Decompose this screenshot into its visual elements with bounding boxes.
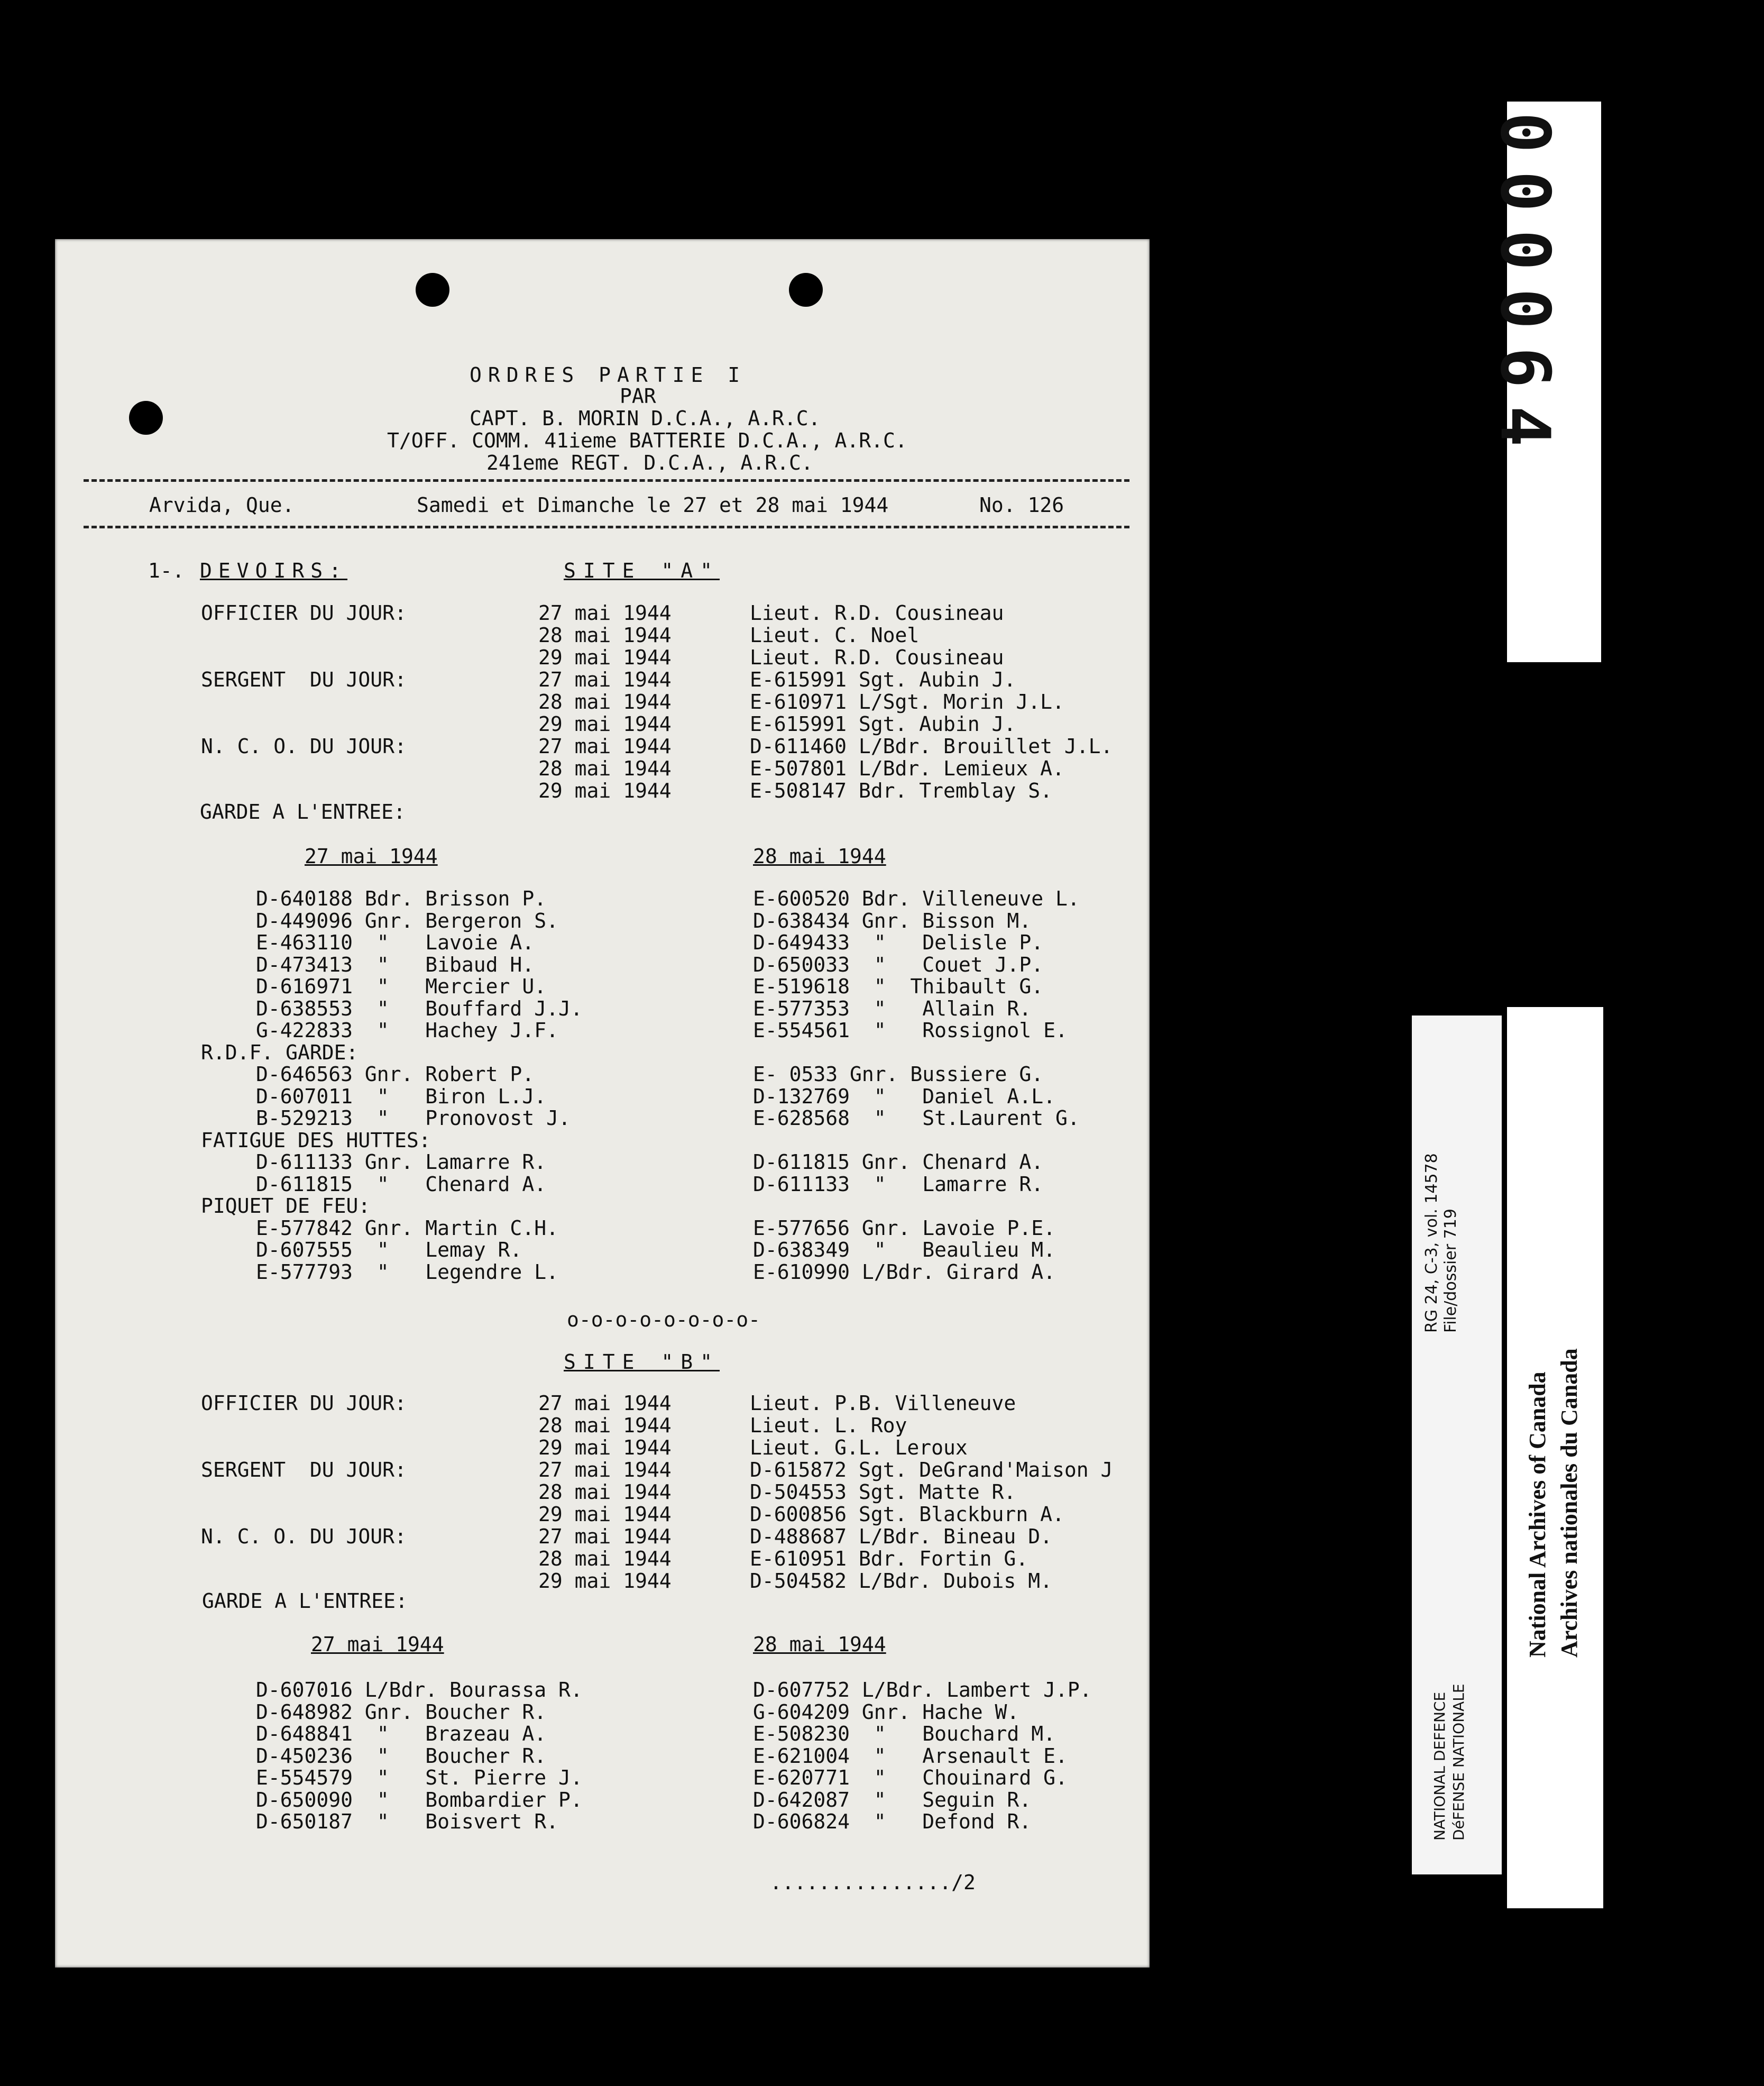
- roster-entry-right: D-649433 " Delisle P.: [753, 931, 1044, 954]
- duty-date: 27 mai 1944: [538, 1392, 672, 1415]
- duty-assignee: Lieut. G.L. Leroux: [750, 1436, 968, 1459]
- roster-entry-right: D-638349 " Beaulieu M.: [753, 1238, 1055, 1261]
- header-line-1: CAPT. B. MORIN D.C.A., A.R.C.: [470, 407, 821, 430]
- roster-entry-left: D-607555 " Lemay R.: [256, 1238, 522, 1261]
- archives-fr: Archives nationales du Canada: [1556, 1348, 1582, 1658]
- roster-entry-right: E- 0533 Gnr. Bussiere G.: [753, 1063, 1044, 1086]
- defence-en: NATIONAL DEFENCE: [1431, 1691, 1448, 1841]
- roster-entry-left: D-640188 Bdr. Brisson P.: [256, 887, 547, 910]
- roster-entry-right: D-607752 L/Bdr. Lambert J.P.: [753, 1678, 1092, 1701]
- roster-entry-left: D-616971 " Mercier U.: [256, 975, 547, 998]
- defence-label: [1412, 1015, 1502, 1874]
- duty-assignee: D-611460 L/Bdr. Brouillet J.L.: [750, 735, 1113, 758]
- roster-entry-right: D-611133 " Lamarre R.: [753, 1172, 1044, 1196]
- place: Arvida, Que.: [149, 493, 295, 517]
- roster-entry-right: G-604209 Gnr. Hache W.: [753, 1700, 1019, 1724]
- duty-assignee: E-507801 L/Bdr. Lemieux A.: [750, 757, 1064, 780]
- order-date: Samedi et Dimanche le 27 et 28 mai 1944: [417, 493, 889, 517]
- roster-entry-right: E-600520 Bdr. Villeneuve L.: [753, 887, 1080, 910]
- roster-entry-left: D-607016 L/Bdr. Bourassa R.: [256, 1678, 583, 1701]
- site-a-garde-label: GARDE A L'ENTREE:: [200, 800, 406, 824]
- roster-entry-right: D-132769 " Daniel A.L.: [753, 1084, 1055, 1108]
- punch-hole: [416, 273, 449, 307]
- punch-hole: [789, 273, 823, 307]
- duty-date: 27 mai 1944: [538, 601, 672, 625]
- duty-date: 27 mai 1944: [538, 735, 672, 758]
- duty-assignee: D-504582 L/Bdr. Dubois M.: [750, 1569, 1052, 1593]
- separator: o-o-o-o-o-o-o-o-: [567, 1308, 761, 1331]
- site-a-col2-date: 28 mai 1944: [753, 845, 886, 868]
- duty-date: 28 mai 1944: [538, 1480, 672, 1504]
- duty-date: 28 mai 1944: [538, 1547, 672, 1570]
- site-b-garde-label: GARDE A L'ENTREE:: [202, 1589, 408, 1613]
- roster-entry-right: E-577353 " Allain R.: [753, 996, 1032, 1020]
- duty-date: 29 mai 1944: [538, 1436, 672, 1459]
- duty-assignee: E-615991 Sgt. Aubin J.: [750, 712, 1016, 736]
- section-number: 1-.: [148, 559, 185, 582]
- roster-entry-left: D-650090 " Bombardier P.: [256, 1788, 583, 1811]
- roster-entry-left: D-611133 Gnr. Lamarre R.: [256, 1150, 547, 1174]
- duty-date: 28 mai 1944: [538, 624, 672, 647]
- duty-assignee: Lieut. C. Noel: [750, 624, 920, 647]
- duty-date: 29 mai 1944: [538, 779, 672, 802]
- duty-date: 28 mai 1944: [538, 1414, 672, 1437]
- roster-entry-right: E-577656 Gnr. Lavoie P.E.: [753, 1216, 1055, 1240]
- duty-assignee: Lieut. R.D. Cousineau: [750, 646, 1004, 669]
- roster-entry-left: D-646563 Gnr. Robert P.: [256, 1063, 535, 1086]
- duty-date: 29 mai 1944: [538, 646, 672, 669]
- punch-hole: [129, 401, 163, 435]
- roster-entry-left: E-554579 " St. Pierre J.: [256, 1766, 583, 1789]
- archive-stamp-number: 000064: [1507, 102, 1601, 662]
- roster-entry-right: E-628568 " St.Laurent G.: [753, 1106, 1080, 1130]
- roster-entry-left: D-449096 Gnr. Bergeron S.: [256, 909, 558, 932]
- roster-entry-right: E-621004 " Arsenault E.: [753, 1744, 1068, 1768]
- roster-entry-left: E-463110 " Lavoie A.: [256, 931, 535, 954]
- archives-en: National Archives of Canada: [1524, 1371, 1550, 1658]
- site-b-col2-date: 28 mai 1944: [753, 1633, 886, 1656]
- roster-entry-right: D-606824 " Defond R.: [753, 1810, 1032, 1833]
- duty-assignee: D-488687 L/Bdr. Bineau D.: [750, 1525, 1052, 1548]
- duty-date: 28 mai 1944: [538, 757, 672, 780]
- roster-entry-left: B-529213 " Pronovost J.: [256, 1106, 571, 1130]
- duty-assignee: D-504553 Sgt. Matte R.: [750, 1480, 1016, 1504]
- roster-entry-left: G-422833 " Hachey J.F.: [256, 1019, 558, 1042]
- roster-entry-left: E-577842 Gnr. Martin C.H.: [256, 1216, 558, 1240]
- order-number: No. 126: [979, 493, 1064, 517]
- divider: [84, 479, 1129, 482]
- roster-entry-right: D-642087 " Seguin R.: [753, 1788, 1032, 1811]
- roster-subheading: PIQUET DE FEU:: [201, 1194, 371, 1218]
- duty-assignee: E-610971 L/Sgt. Morin J.L.: [750, 690, 1064, 713]
- archives-label: [1507, 1007, 1603, 1908]
- roster-entry-left: D-611815 " Chenard A.: [256, 1172, 547, 1196]
- duty-role: SERGENT DU JOUR:: [201, 1458, 407, 1481]
- roster-entry-right: E-508230 " Bouchard M.: [753, 1722, 1055, 1745]
- site-b-col1-date: 27 mai 1944: [311, 1633, 444, 1656]
- roster-entry-right: E-519618 " Thibault G.: [753, 975, 1044, 998]
- roster-entry-left: D-473413 " Bibaud H.: [256, 953, 535, 976]
- duty-assignee: D-615872 Sgt. DeGrand'Maison J: [750, 1458, 1113, 1481]
- duty-assignee: Lieut. R.D. Cousineau: [750, 601, 1004, 625]
- roster-entry-right: E-620771 " Chouinard G.: [753, 1766, 1068, 1789]
- roster-entry-left: D-648982 Gnr. Boucher R.: [256, 1700, 547, 1724]
- duty-date: 27 mai 1944: [538, 1458, 672, 1481]
- duty-assignee: E-610951 Bdr. Fortin G.: [750, 1547, 1028, 1570]
- duty-assignee: E-508147 Bdr. Tremblay S.: [750, 779, 1052, 802]
- duty-role: N. C. O. DU JOUR:: [201, 1525, 407, 1548]
- site-a-col1-date: 27 mai 1944: [305, 845, 438, 868]
- header-line-2: T/OFF. COMM. 41ieme BATTERIE D.C.A., A.R.C.: [387, 429, 907, 452]
- duty-date: 29 mai 1944: [538, 1503, 672, 1526]
- header-par: PAR: [620, 385, 656, 408]
- roster-entry-right: D-650033 " Couet J.P.: [753, 953, 1044, 976]
- roster-entry-right: E-610990 L/Bdr. Girard A.: [753, 1260, 1055, 1284]
- duty-assignee: Lieut. P.B. Villeneuve: [750, 1392, 1016, 1415]
- duty-date: 29 mai 1944: [538, 1569, 672, 1593]
- duty-date: 28 mai 1944: [538, 690, 672, 713]
- document-title: ORDRES PARTIE I: [470, 363, 747, 387]
- duty-assignee: E-615991 Sgt. Aubin J.: [750, 668, 1016, 691]
- site-b-heading: SITE "B": [564, 1350, 720, 1374]
- duty-role: OFFICIER DU JOUR:: [201, 1392, 407, 1415]
- continued-marker: .............../2: [770, 1871, 976, 1894]
- divider: [84, 526, 1129, 528]
- roster-entry-right: D-611815 Gnr. Chenard A.: [753, 1150, 1044, 1174]
- duty-role: N. C. O. DU JOUR:: [201, 735, 407, 758]
- roster-entry-right: E-554561 " Rossignol E.: [753, 1019, 1068, 1042]
- reference-line-1: RG 24, C-3, vol. 14578: [1422, 1153, 1441, 1333]
- duty-assignee: D-600856 Sgt. Blackburn A.: [750, 1503, 1064, 1526]
- duty-role: OFFICIER DU JOUR:: [201, 601, 407, 625]
- defence-fr: DéFENSE NATIONALE: [1450, 1684, 1467, 1841]
- roster-entry-left: D-648841 " Brazeau A.: [256, 1722, 547, 1745]
- roster-subheading: R.D.F. GARDE:: [201, 1040, 359, 1064]
- roster-entry-left: E-577793 " Legendre L.: [256, 1260, 558, 1284]
- section-label: DEVOIRS:: [200, 559, 348, 582]
- duty-role: SERGENT DU JOUR:: [201, 668, 407, 691]
- site-a-heading: SITE "A": [564, 559, 720, 582]
- duty-date: 27 mai 1944: [538, 668, 672, 691]
- roster-entry-left: D-650187 " Boisvert R.: [256, 1810, 558, 1833]
- reference-line-2: File/dossier 719: [1441, 1209, 1460, 1333]
- roster-entry-left: D-638553 " Bouffard J.J.: [256, 996, 583, 1020]
- roster-entry-left: D-450236 " Boucher R.: [256, 1744, 547, 1768]
- roster-entry-left: D-607011 " Biron L.J.: [256, 1084, 547, 1108]
- header-line-3: 241eme REGT. D.C.A., A.R.C.: [486, 451, 813, 474]
- duty-assignee: Lieut. L. Roy: [750, 1414, 907, 1437]
- duty-date: 29 mai 1944: [538, 712, 672, 736]
- roster-subheading: FATIGUE DES HUTTES:: [201, 1128, 431, 1152]
- roster-entry-right: D-638434 Gnr. Bisson M.: [753, 909, 1032, 932]
- duty-date: 27 mai 1944: [538, 1525, 672, 1548]
